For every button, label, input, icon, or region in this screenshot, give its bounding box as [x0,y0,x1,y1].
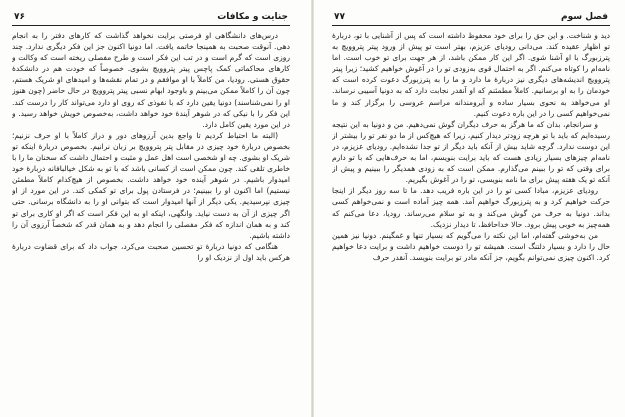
right-page [332,10,610,408]
right-paragraph-4: من به‌خوشی گفته‌ام، اما این نکته را می‌گویم که بسیار تنها و غمگینم. دونیا نیز همین حال را دارد و بسیار دلتنگ است. همیشه تو را دوست خواهیم داشت و برایت دعا خواهیم کرد. اکنون چیزی نمی‌توانم بگویم، جز آنکه مادر تو برایت بنویسد. آنقدر حرف [332,230,610,262]
left-running-head [12,10,290,24]
right-running-title: فصل سوم [560,12,608,22]
left-page-number: ۷۶ [14,12,25,22]
right-paragraph-3: رودیای عزیزم، مبادا کسی تو را در این باره فریب دهد. ما تا سه روز دیگر از اینجا حرکت خواهیم کرد و به پترزبورگ خواهیم آمد. همه چیز آماده است و نمی‌خواهم کسی بداند. دونیا به حرف من گوش می‌کند و به تو سلام می‌رساند. رودیا، دعا می‌کنم که همه‌چیز به خوبی پیش برود. حالا خداحافظ، تا دیدار نزدیک. [332,186,610,229]
left-page [12,10,290,408]
right-header-rule [332,25,610,26]
left-paragraph-1: درس‌های دانشگاهی او فرصتی برایت نخواهد گذاشت که کارهای دفتر را به انجام دهی. آنوقت صحبت به همینجا خاتمه یافت. اما دونیا اکنون جز این فکر دیگری ندارد. چند روزی است که گرم است و در تب این فکر است و طرح مفصلی ریخته است که وکالت و کارهای محاکماتی کمک پاچس پیتر پتروویچ بشوی. خصوصاً که خودت هم در دانشکدهٔ حقوق هستی. رودیا، من کاملاً با او موافقم و در تمام نقشه‌ها و امیدهای او شریک هستم، چون آن را کاملاً ممکن می‌بینم و باوجود ابهام نسبی پیتر پتروویچ در حال حاضر (چون هنوز او را نمی‌شناسند) دونیا یقین دارد که با نفوذی که روی او دارد می‌تواند کار را درست کند. این فکر را با نیکی که در شوهر آیندهٔ خود خواهد داشت، به‌خصوص خویش خواهد رسید. و در این مورد یقین کامل دارد. [12,31,290,129]
left-paragraph-2: (البته ما احتیاط کردیم تا واجع بدین آرزوهای دور و دراز کاملاً با او حرف نزنیم؛ بخصوص دربارهٔ خود چیزی در مقابل پتر پتروویچ بر زبان نرانیم. بخصوص دربارهٔ اینکه تو شریک او بشوی. چه او شخصی است اهل عمل و مثبت و احتمال داشت که سخنان ما را با خاطری تلقی کند. چون ممکن است از کسانی باشد که با تو به شکل خیالبافانه دربارهٔ خود امیدوار باشیم. در شوهر آینده خود خواهد داشت. بخصوص از هیچ‌کدام کاملاً مطمئن نیستیم) اما اکنون او را ببینیم؛ در فرستادن پول برای تو کمکی کند. در این مورد از او چیزی نپرسیدیم. یکی دیگر از آنها امیدوار است که بتوانی او را به دانشگاه برسانی. حتی اگر چیزی از آن به دست نیاید. وانگهی، اینکه او به این فکر است که اگر او کاری برای تو کند و به همان اندازه که فکر مفصلی را انجام دهد و به همان قدر که شخصاً آرزوی آن را داشته باشیم. [12,130,290,240]
right-body-text [332,30,610,263]
left-paragraph-3: هنگامی که دونیا دربارهٔ تو تحسین صحبت می‌کرد، جواب داد که برای قضاوت دربارهٔ هرکس باید اول از نزدیک او را [12,241,290,262]
left-body-text [12,30,290,263]
left-running-title: جنایت و مکافات [217,12,288,22]
right-page-number: ۷۷ [334,12,345,22]
right-paragraph-2: و سرانجام، بدان که ما هرگز به حرف دیگران گوش نمی‌دهیم. من و دونیا به این نتیجه رسیده‌ایم که باید با تو هرچه زودتر دیدار کنیم، زیرا که هیچ‌کس از ما دو نفر تو را بیشتر از این دوست ندارد. گرچه شاید بیش از آنکه باید دیگر از تو جدا نشده‌ایم. رودیای عزیزم، در نامه‌ام چیزهای بسیار زیادی هست که باید برایت بنویسم، اما به حرف‌هایی که با تو دارم برای وقتی که تو را ببینم می‌گذارم. ممکن است که به زودی همدیگر را ببینیم و پیش از آنکه تو یک هفته پیش برای ما نامه بنویسی، تو را در آغوش بگیریم. [332,119,610,185]
right-paragraph-1: دید و شناخت. و این حق را برای خود محفوظ داشته است که پس از آشنایی با تو، دربارهٔ تو اظهار عقیده کند. می‌دانی رودیای عزیزم، بهتر است تو پیش از ورود پیتر پتروویچ به پترزبورگ با او آشنا شوی. اگر این کار ممکن باشد، از هر جهت برای تو خوب است. اما نامه‌ام را کوتاه می‌کنم. اگر به احتمال قوی به‌زودی تو را در آغوش خواهیم کشید؛ زیرا پیتر پتروویچ اندیشه‌های دیگری نیز دربارهٔ ما دارد و ما را به پترزبورگ دعوت کرده است که خودمان را به او برسانیم. کاملاً مطمئنم که او آنقدر نجابت دارد که به دونیا آسیبی نرساند. او می‌خواهد به نحوی بسیار ساده و آبرومندانه مراسم عروسی را برگزار کند و ما نمی‌خواهیم کسی را در این باره دعوت کنیم. [332,31,610,118]
left-header-rule [12,25,290,26]
right-running-head [332,10,610,24]
book-gutter [311,0,314,417]
